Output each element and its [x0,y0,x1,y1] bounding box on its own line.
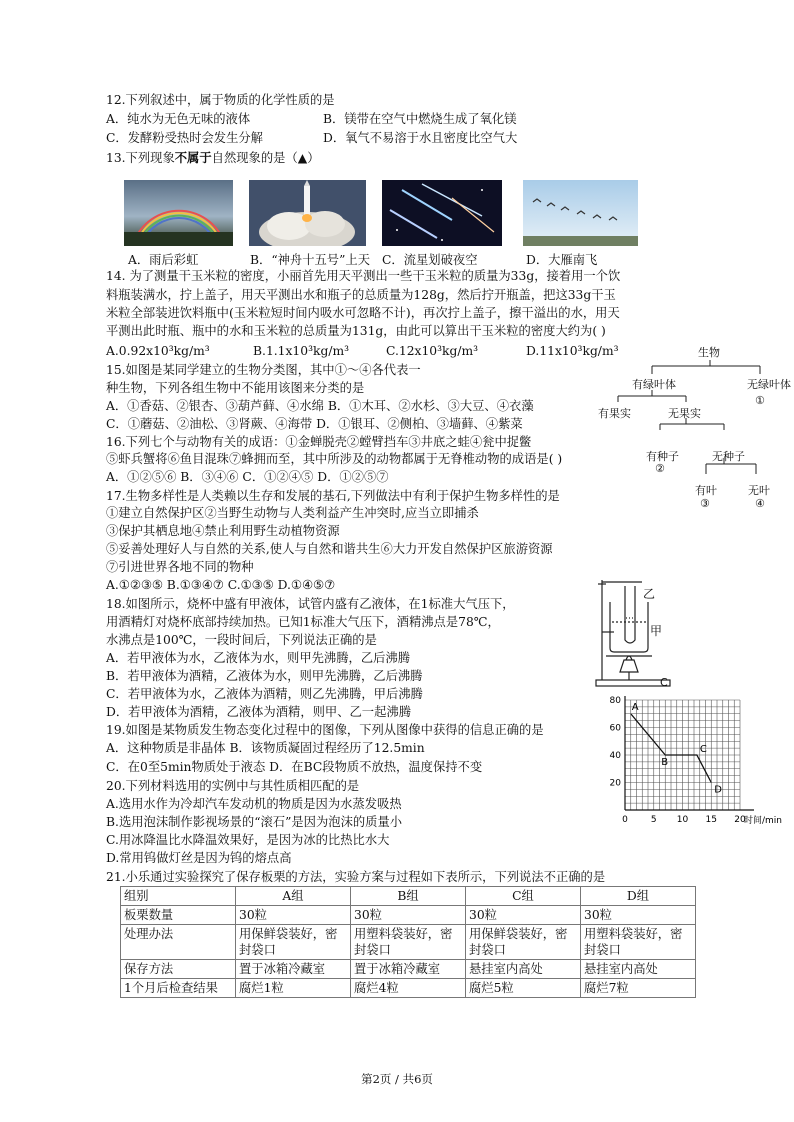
q15-line-1: 15.如图是某同学建立的生物分类图，其中①～④各代表一 [106,363,421,377]
tree-num-3: ③ [700,497,710,510]
table-cell: 用塑料袋装好，密封袋口 [581,925,696,960]
q12-option-a: A．纯水为无色无味的液体 [106,112,251,126]
table-cell: 腐烂7粒 [581,979,696,998]
x-tick-label: 10 [676,815,689,825]
rocket-launch-photo [249,180,366,246]
q16-options: A．①②⑤⑥ B．③④⑥ C．①②④⑤ D．①②⑤⑦ [106,470,389,484]
q20-option-c: C.用冰降温比水降温效果好，是因为冰的比热比水大 [106,833,390,847]
q18-option-d: D．若甲液体为酒精，乙液体为酒精，则甲、乙一起沸腾 [106,705,411,719]
table-cell: 30粒 [351,906,466,925]
graph-letter-c: C [660,676,668,689]
table-row [121,979,696,998]
q17-line-1: 17.生物多样性是人类赖以生存和发展的基石,下列做法中有利于保护生物多样性的是 [106,489,560,503]
q13-caption-c: C．流星划破夜空 [382,253,478,267]
table-cell: 置于冰箱冷藏室 [236,960,351,979]
q12-option-d: D．氧气不易溶于水且密度比空气大 [323,131,518,145]
x-tick-label: 0 [622,815,628,825]
tree-num-4: ④ [755,497,765,510]
table-header-cell: A组 [236,887,351,906]
q20-option-b: B.选用泡沫制作影视场景的“滚石”是因为泡沫的质量小 [106,815,403,829]
point-label: B [661,757,669,768]
q18-line-2: 用酒精灯对烧杯底部持续加热。已知1标准大气压下，酒精沸点是78℃， [106,615,500,629]
geese-photo [523,180,638,246]
rainbow-photo [124,180,233,246]
table-header-row [121,887,696,906]
q14-line-1: 14. 为了测量干玉米粒的密度，小丽首先用天平测出一些干玉米粒的质量为33g，接着用一个饮 [106,269,621,283]
table-cell: 30粒 [581,906,696,925]
q16-line-1: 16.下列七个与动物有关的成语：①金蝉脱壳②螳臂挡车③井底之蛙④瓮中捉鳖 [106,435,532,449]
q15-line-4: C．①蘑菇、②油松、③肾蕨、④海带 D．①银耳、②侧柏、③墙藓、④紫菜 [106,417,523,431]
q14-option-c: C.12x10³kg/m³ [386,344,479,358]
tree-noseed: 无种子 [712,450,745,463]
fig-label-yi: 乙 [643,587,656,601]
q14-line-3: 米粒全部装进饮料瓶中(玉米粒短时间内吸水可忽略不计)，再次拧上盖子，擦干溢出的水，用天 [106,306,620,320]
q18-option-b: B．若甲液体为酒精，乙液体为水，则甲先沸腾，乙后沸腾 [106,669,423,683]
table-cell: 用保鲜袋装好，密封袋口 [236,925,351,960]
x-tick-label: 15 [705,815,717,825]
q17-line-4: ⑤妥善处理好人与自然的关系,使人与自然和谐共生⑥大力开发自然保护区旅游资源 [106,542,553,556]
q13-stem [106,150,320,166]
table-cell: 1个月后检查结果 [121,979,236,998]
tree-noleaf: 无叶 [748,484,770,497]
q18-line-1: 18.如图所示，烧杯中盛有甲液体，试管内盛有乙液体，在1标准大气压下， [106,597,515,611]
table-cell: 悬挂室内高处 [466,960,581,979]
tree-leaf: 有叶 [695,484,717,497]
q14-line-4: 平测出此时瓶、瓶中的水和玉米粒的总质量为131g，由此可以算出干玉米粒的密度大约为( ) [106,324,606,338]
tree-nogreen: 无绿叶体 [747,378,791,391]
x-tick-label: 5 [650,815,657,825]
q18-option-c: C．若甲液体为水，乙液体为酒精，则乙先沸腾，甲后沸腾 [106,687,423,701]
q18-line-3: 水沸点是100℃，一段时间后，下列说法正确的是 [106,633,377,647]
table-cell: 30粒 [236,906,351,925]
table-row [121,906,696,925]
table-cell: 腐烂4粒 [351,979,466,998]
q15-line-3: A．①香菇、②银杏、③葫芦藓、④水绵 B．①木耳、②水杉、③大豆、④衣藻 [106,399,534,413]
table-cell: 用保鲜袋装好，密封袋口 [466,925,581,960]
table-cell: 腐烂1粒 [236,979,351,998]
q17-options: A.①②③⑤ B.①③④⑦ C.①③⑤ D.①④⑤⑦ [106,578,336,592]
page-footer: 第2页 / 共6页 [361,1072,433,1086]
table-cell: 30粒 [466,906,581,925]
cooling-curve-graph [600,690,794,830]
meteor-photo [382,180,502,246]
table-row [121,960,696,979]
tree-num-1: ① [755,394,765,407]
q17-line-5: ⑦引进世界各地不同的物种 [106,560,254,574]
x-tick-label: 20 [734,815,746,825]
q15-line-2: 种生物，下列各组生物中不能用该图来分类的是 [106,381,365,395]
tree-num-2: ② [655,462,665,475]
point-label: A [631,701,639,713]
table-cell: 腐烂5粒 [466,979,581,998]
q13-caption-a: A．雨后彩虹 [128,253,199,267]
table-header-cell: D组 [581,887,696,906]
table-cell: 悬挂室内高处 [581,960,696,979]
q12-option-b: B．镁带在空气中燃烧生成了氧化镁 [323,112,517,126]
table-cell: 板栗数量 [121,906,236,925]
q19-line-1: 19.如图是某物质发生物态变化过程中的图像，下列从图像中获得的信息正确的是 [106,723,544,737]
q21-table [120,886,696,998]
table-cell: 用塑料袋装好，密封袋口 [351,925,466,960]
tree-root: 生物 [698,346,720,359]
fig-label-jia: 甲 [650,624,663,638]
q14-option-b: B.1.1x10³kg/m³ [253,344,350,358]
tree-nofruit: 无果实 [668,407,701,420]
q21-stem: 21.小乐通过实验探究了保存板栗的方法，实验方案与过程如下表所示，下列说法不正确的是 [106,870,606,884]
q18-option-a: A．若甲液体为水，乙液体为水，则甲先沸腾，乙后沸腾 [106,651,411,665]
q16-line-2: ⑤虾兵蟹将⑥鱼目混珠⑦蜂拥而至，其中所涉及的动物都属于无脊椎动物的成语是( ) [106,452,563,466]
q12-option-c: C．发酵粉受热时会发生分解 [106,131,263,145]
tree-fruit: 有果实 [598,407,631,420]
table-cell: 置于冰箱冷藏室 [351,960,466,979]
table-cell: 处理办法 [121,925,236,960]
tree-green: 有绿叶体 [632,378,676,391]
q12-stem: 12.下列叙述中，属于物质的化学性质的是 [106,93,335,107]
table-header-cell: C组 [466,887,581,906]
point-label: D [714,784,722,796]
table-row [121,925,696,960]
y-tick-label: 20 [609,778,621,789]
q20-option-a: A.选用水作为冷却汽车发动机的物质是因为水蒸发吸热 [106,797,402,811]
y-tick-label: 60 [609,723,621,734]
table-header-cell: B组 [351,887,466,906]
table-cell: 保存方法 [121,960,236,979]
q14-line-2: 料瓶装满水，拧上盖子，用天平测出水和瓶子的总质量为128g，然后拧开瓶盖，把这33g干玉 [106,288,616,302]
q20-line-1: 20.下列材料选用的实例中与其性质相匹配的是 [106,779,360,793]
q13-caption-d: D．大雁南飞 [526,253,598,267]
x-axis-unit: 时间/min [744,816,783,826]
y-tick-label: 80 [609,696,621,706]
q14-option-d: D.11x10³kg/m³ [526,344,619,358]
q17-line-2: ①建立自然保护区②当野生动物与人类利益产生冲突时,应当立即捕杀 [106,506,479,520]
table-header-cell: 组别 [121,887,236,906]
q20-option-d: D.常用钨做灯丝是因为钨的熔点高 [106,851,292,865]
q19-line-3: C．在0至5min物质处于液态 D．在BC段物质不放热，温度保持不变 [106,760,483,774]
q14-option-a: A.0.92x10³kg/m³ [106,344,210,358]
tree-seed: 有种子 [646,450,679,463]
q13-caption-b: B．“神舟十五号”上天 [250,253,370,267]
q13-stem-post: 自然现象的是（▲） [211,151,320,165]
q13-stem-bold: 不属于 [174,150,212,165]
y-tick-label: 40 [609,751,621,761]
q17-line-3: ③保护其栖息地④禁止利用野生动植物资源 [106,524,340,538]
q19-line-2: A．这种物质是非晶体 B．该物质凝固过程经历了12.5min [106,741,425,755]
q13-stem-pre: 13.下列现象 [106,151,175,165]
point-label: C [699,744,707,755]
